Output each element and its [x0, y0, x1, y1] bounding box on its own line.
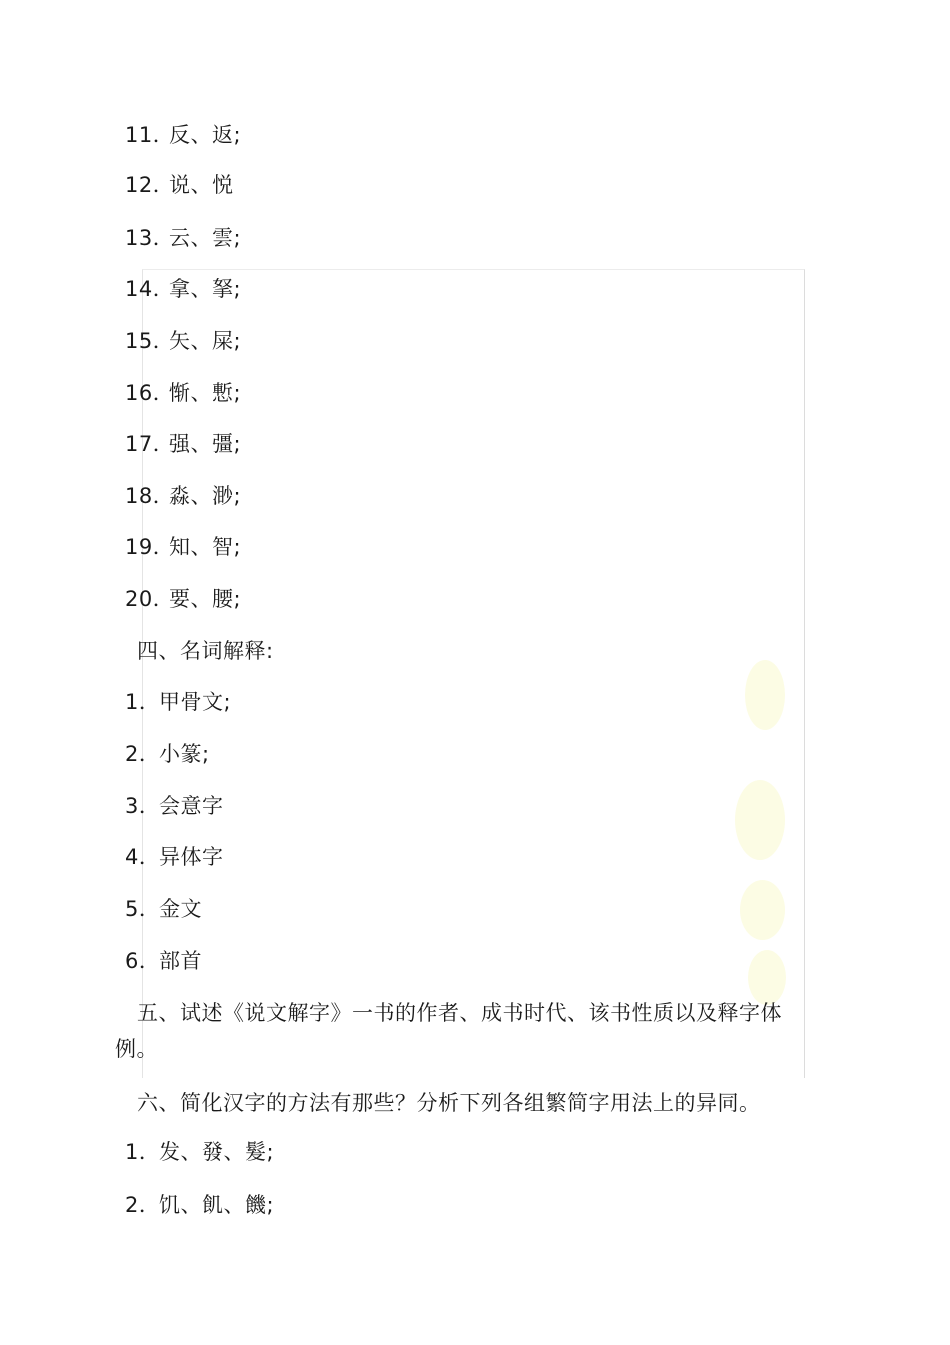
item-number: 6． — [125, 949, 161, 973]
item-text: 异体字 — [159, 845, 224, 869]
list-item — [125, 585, 241, 613]
item-number: 1． — [125, 1140, 161, 1164]
item-number: 5． — [125, 897, 161, 921]
watermark-smudge — [740, 880, 785, 940]
page-frame-border — [142, 269, 805, 1078]
item-number: 2． — [125, 1193, 161, 1217]
list-item — [125, 379, 241, 407]
item-text: 知、智; — [169, 535, 242, 559]
item-text: 说、悦 — [169, 173, 234, 197]
item-number: 13． — [125, 226, 175, 250]
list-item — [125, 275, 241, 303]
item-text: 小篆; — [159, 742, 210, 766]
section-heading: 五、试述《说文解字》一书的作者、成书时代、该书性质以及释字体例。 — [115, 1001, 782, 1061]
item-number: 12． — [125, 173, 175, 197]
item-number: 15． — [125, 329, 175, 353]
list-item — [125, 1191, 274, 1219]
item-number: 1． — [125, 690, 161, 714]
item-text: 金文 — [159, 897, 202, 921]
item-text: 矢、屎; — [169, 329, 242, 353]
item-text: 甲骨文; — [159, 690, 232, 714]
item-text: 要、腰; — [169, 587, 242, 611]
section-heading: 四、名词解释: — [137, 639, 274, 663]
list-item — [125, 1138, 274, 1166]
list-item — [125, 792, 224, 820]
item-text: 云、雲; — [169, 226, 242, 250]
item-text: 淼、渺; — [169, 484, 242, 508]
list-item — [125, 482, 241, 510]
list-item — [125, 740, 210, 768]
item-number: 11． — [125, 123, 175, 147]
list-item — [125, 947, 202, 975]
list-item — [125, 121, 241, 149]
list-item — [125, 895, 202, 923]
item-number: 18． — [125, 484, 175, 508]
item-number: 4． — [125, 845, 161, 869]
list-item — [125, 171, 234, 199]
item-number: 19． — [125, 535, 175, 559]
item-text: 强、彊; — [169, 432, 242, 456]
item-number: 16． — [125, 381, 175, 405]
item-number: 17． — [125, 432, 175, 456]
list-item — [125, 688, 231, 716]
list-item — [125, 533, 241, 561]
item-text: 饥、飢、饑; — [159, 1193, 275, 1217]
item-text: 惭、慙; — [169, 381, 242, 405]
watermark-smudge — [745, 660, 785, 730]
section-heading: 六、简化汉字的方法有那些？分析下列各组繁简字用法上的异同。 — [137, 1091, 761, 1115]
item-text: 发、發、髮; — [159, 1140, 275, 1164]
item-number: 2． — [125, 742, 161, 766]
item-text: 反、返; — [169, 123, 242, 147]
list-item — [125, 327, 241, 355]
watermark-smudge — [735, 780, 785, 860]
item-text: 会意字 — [159, 794, 224, 818]
item-number: 14． — [125, 277, 175, 301]
item-number: 3． — [125, 794, 161, 818]
list-item — [125, 224, 241, 252]
list-item — [125, 843, 224, 871]
item-number: 20． — [125, 587, 175, 611]
item-text: 部首 — [159, 949, 202, 973]
list-item — [125, 430, 241, 458]
item-text: 拿、拏; — [169, 277, 242, 301]
